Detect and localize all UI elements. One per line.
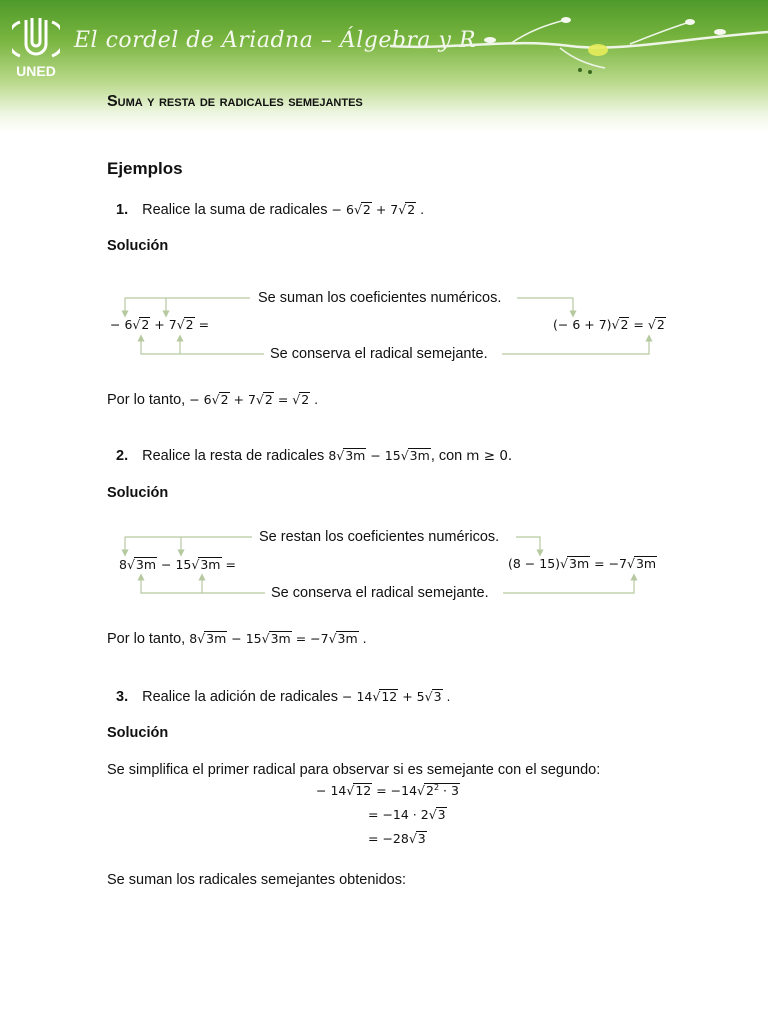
document-title: Suma y resta de radicales semejantes xyxy=(107,93,363,110)
ex1-conclusion xyxy=(107,392,318,408)
ex3-text: Realice la adición de radicales xyxy=(142,689,338,705)
ex1-left-expression: − 6√2 + 7√2 = xyxy=(110,317,210,332)
ex3-number: 3. xyxy=(116,689,129,705)
ex2-text: Realice la resta de radicales xyxy=(142,448,325,464)
ex1-number: 1. xyxy=(116,202,129,218)
ex3-solution-label: Solución xyxy=(107,725,169,741)
ex2-number: 2. xyxy=(116,448,129,464)
ex1-solution-label: Solución xyxy=(107,238,169,254)
ex2-conclusion-expression: 8√3m − 15√3m = −7√3m . xyxy=(189,631,367,646)
ex2-conclusion xyxy=(107,631,367,647)
uned-logo xyxy=(12,14,60,80)
ex2-condition: m ≥ 0. xyxy=(466,448,513,464)
ex3-final-text: Se suman los radicales semejantes obtenidos: xyxy=(107,872,407,888)
ex3-step-1: − $14√12 = -14√2^2 \cdot 3$ xyxy=(316,783,459,799)
logo-text: UNED xyxy=(16,63,56,79)
ex3-simplify-text: Se simplifica el primer radical para observar si es semejante con el segundo: xyxy=(107,762,601,778)
ex1-right-expression: (− 6 + 7)√2 = √2 xyxy=(553,317,665,332)
ex2-condition-prefix: , con xyxy=(430,448,463,464)
ex2-annotation-top: Se restan los coeficientes numéricos. xyxy=(259,529,500,545)
ex3-expression: − 14√12 + 5√3 . xyxy=(342,689,451,704)
section-title: Ejemplos xyxy=(107,159,183,178)
ex1-conclusion-expression: − 6√2 + 7√2 = √2 . xyxy=(189,392,319,407)
page-header xyxy=(0,0,768,132)
ex1-expression: − 6√2 + 7√2 . xyxy=(331,202,425,217)
ex2-expression: 8√3m − 15√3m xyxy=(328,448,430,463)
ex1-annotation-bottom: Se conserva el radical semejante. xyxy=(270,346,488,362)
ex1-text: Realice la suma de radicales xyxy=(142,202,328,218)
branch-decoration xyxy=(390,10,768,80)
ex2-conclusion-text: Por lo tanto, xyxy=(107,631,186,647)
ex2-right-expression: (8 − 15)√3m = −7√3m xyxy=(508,556,657,571)
ex3-step-3: = −28√3 xyxy=(368,831,426,846)
ex1-statement xyxy=(116,202,424,218)
ex2-annotation-bottom: Se conserva el radical semejante. xyxy=(271,585,489,601)
ex3-step-2: = −14 · 2√3 xyxy=(368,807,446,822)
ex2-solution-label: Solución xyxy=(107,485,169,501)
ex2-left-expression: 8√3m − 15√3m = xyxy=(119,557,236,572)
ex3-statement xyxy=(116,689,451,705)
ex1-annotation-top: Se suman los coeficientes numéricos. xyxy=(258,290,502,306)
site-title: El cordel de Ariadna – Álgebra y R xyxy=(74,28,477,53)
ex2-statement xyxy=(116,448,512,464)
ex1-conclusion-text: Por lo tanto, xyxy=(107,392,186,408)
